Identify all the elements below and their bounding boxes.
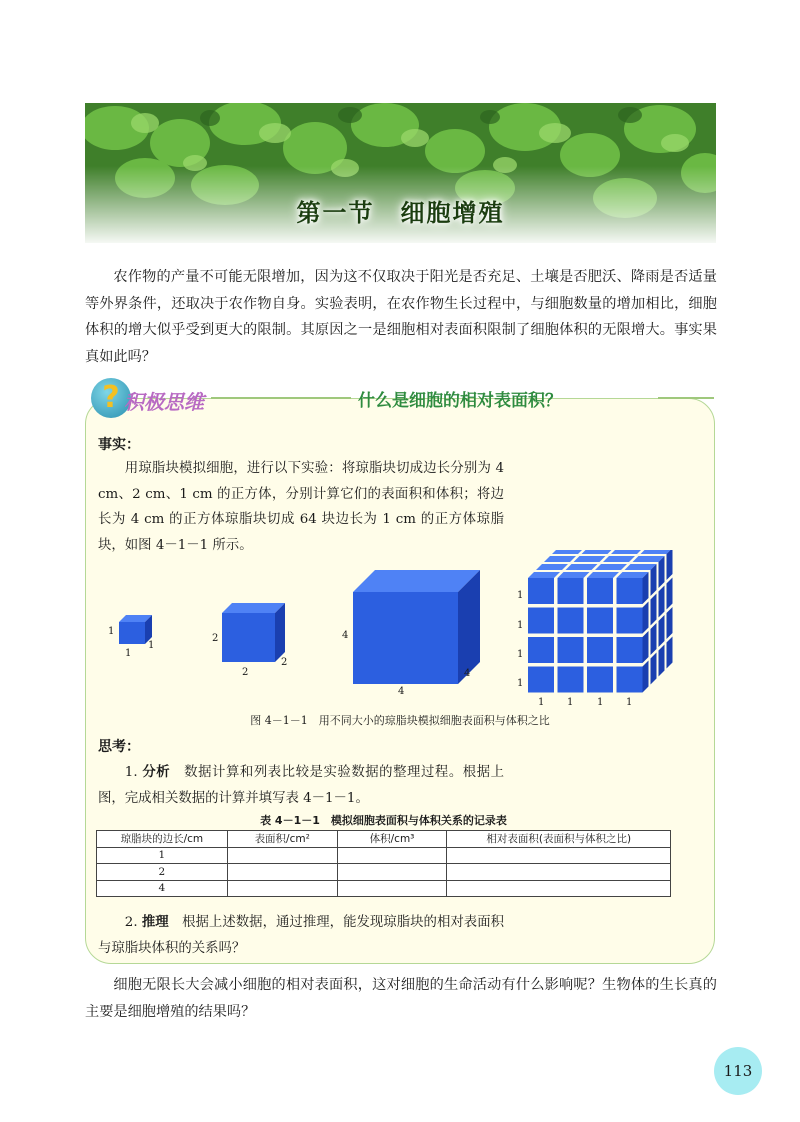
table-row bbox=[97, 880, 671, 897]
small-cube-face bbox=[587, 572, 619, 578]
split-cube-label-col2: 1 bbox=[567, 697, 574, 708]
small-cube-face bbox=[558, 608, 584, 634]
small-cube-face bbox=[667, 637, 673, 669]
small-cube-face bbox=[566, 564, 598, 570]
question-mark-icon: ? bbox=[91, 378, 131, 418]
cube-2cm bbox=[222, 603, 285, 662]
question-1 bbox=[98, 760, 504, 811]
table-cell bbox=[337, 847, 447, 864]
small-cube-face bbox=[558, 637, 584, 663]
small-cube-face bbox=[587, 608, 613, 634]
small-cube-face bbox=[595, 564, 627, 570]
large-cube-label-height: 4 bbox=[342, 630, 349, 641]
split-cube-label-col1: 1 bbox=[538, 697, 545, 708]
question-2 bbox=[98, 910, 504, 961]
table-cell bbox=[227, 864, 337, 881]
table-cell: 1 bbox=[97, 847, 228, 864]
small-cube-face bbox=[574, 556, 606, 562]
small-cube-face bbox=[558, 578, 584, 604]
table-cell bbox=[447, 880, 671, 897]
question-2-number: 2. bbox=[124, 915, 138, 930]
mid-cube-label-height: 2 bbox=[212, 633, 219, 644]
small-cube-face bbox=[582, 550, 614, 554]
small-cube-label-width: 1 bbox=[125, 648, 132, 659]
record-table bbox=[96, 830, 671, 897]
large-cube-label-depth: 4 bbox=[464, 668, 471, 679]
table-header-cell: 表面积/cm² bbox=[227, 831, 337, 848]
header-divider-left bbox=[211, 397, 351, 399]
small-cube-face bbox=[651, 623, 657, 655]
small-cube-face bbox=[528, 667, 554, 693]
question-1-heading: 分析 bbox=[142, 765, 171, 780]
table-header-cell: 体积/cm³ bbox=[337, 831, 447, 848]
small-cube-face bbox=[617, 578, 643, 604]
large-cube-label-width: 4 bbox=[398, 686, 405, 697]
small-cube-face bbox=[536, 564, 568, 570]
small-cube-face bbox=[659, 645, 665, 677]
intro-paragraph: 农作物的产量不可能无限增加，因为这不仅取决于阳光是否充足、土壤是否肥沃、降雨是否适量等外界条件，还取决于农作物自身。实验表明，在农作物生长过程中，与细胞数量的增加相比，细胞体积的增大似乎受到更大的限制。其原因之一是细胞相对表面积限制了细胞体积的无限增大。事实果真如此吗？ bbox=[85, 269, 717, 365]
small-cube-face bbox=[643, 661, 649, 693]
split-cube-label-col3: 1 bbox=[597, 697, 604, 708]
chapter-banner bbox=[85, 103, 716, 243]
mid-cube-label-depth: 2 bbox=[281, 657, 288, 668]
small-cube-face bbox=[667, 578, 673, 610]
outro-paragraph: 细胞无限长大会减小细胞的相对表面积，这对细胞的生命活动有什么影响呢？生物体的生长真的主要是细胞增殖的结果吗？ bbox=[85, 977, 717, 1020]
small-cube-face bbox=[587, 578, 613, 604]
split-cube-label-col4: 1 bbox=[626, 697, 633, 708]
small-cube-face bbox=[528, 572, 560, 578]
small-cube-face bbox=[659, 615, 665, 647]
small-cube-face bbox=[528, 637, 554, 663]
small-cube-label-height: 1 bbox=[108, 626, 115, 637]
table-header-cell: 相对表面积(表面积与体积之比) bbox=[447, 831, 671, 848]
split-cube-label-row4: 1 bbox=[517, 678, 524, 689]
small-cube-face bbox=[558, 667, 584, 693]
table-row bbox=[97, 864, 671, 881]
table-title: 表 4－1－1 模拟细胞表面积与体积关系的记录表 bbox=[260, 814, 507, 827]
thinking-question: 什么是细胞的相对表面积？ bbox=[358, 391, 562, 411]
small-cube-face bbox=[544, 556, 576, 562]
table-cell: 2 bbox=[97, 864, 228, 881]
header-divider-right bbox=[658, 397, 714, 399]
table-row bbox=[97, 847, 671, 864]
split-cube-label-row2: 1 bbox=[517, 620, 524, 631]
small-cube-face bbox=[587, 637, 613, 663]
small-cube-label-depth: 1 bbox=[148, 640, 155, 651]
fact-text: 用琼脂块模拟细胞，进行以下实验：将琼脂块切成边长分别为 4 cm、2 cm、1 cm 的正方体，分别计算它们的表面积和体积；将边长为 4 cm 的正方体琼脂块切成 64 块边长为 1 cm 的正方体琼脂块，如图 4－1－1 所示。 bbox=[98, 461, 504, 553]
question-2-heading: 推理 bbox=[141, 915, 169, 930]
table-cell bbox=[447, 864, 671, 881]
table-cell bbox=[337, 880, 447, 897]
table-cell bbox=[337, 864, 447, 881]
thinking-label: 积极思维 bbox=[124, 390, 204, 414]
small-cube-face bbox=[552, 550, 584, 554]
split-cube-label-row1: 1 bbox=[517, 590, 524, 601]
page-number: 113 bbox=[714, 1047, 762, 1095]
fact-label: 事实： bbox=[98, 437, 140, 453]
small-cube-face bbox=[651, 594, 657, 626]
cube-4cm-split-64 bbox=[528, 550, 673, 693]
small-cube-face bbox=[587, 667, 613, 693]
table-cell bbox=[227, 880, 337, 897]
section-title: 第一节 细胞增殖 bbox=[296, 199, 505, 227]
small-cube-face bbox=[659, 586, 665, 618]
small-cube-face bbox=[611, 550, 643, 554]
question-1-text: 数据计算和列表比较是实验数据的整理过程。根据上图，完成相关数据的计算并填写表 4－1－1。 bbox=[98, 765, 505, 806]
thinking-box-header bbox=[86, 378, 722, 418]
small-cube-face bbox=[603, 556, 635, 562]
small-cube-face bbox=[528, 608, 554, 634]
table-cell: 4 bbox=[97, 880, 228, 897]
split-cube-label-row3: 1 bbox=[517, 649, 524, 660]
table-cell bbox=[227, 847, 337, 864]
small-cube-face bbox=[558, 572, 590, 578]
small-cube-face bbox=[528, 578, 554, 604]
figure-caption: 图 4－1－1 用不同大小的琼脂块模拟细胞表面积与体积之比 bbox=[250, 714, 550, 727]
small-cube-face bbox=[643, 602, 649, 634]
small-cube-face bbox=[651, 653, 657, 685]
small-cube-face bbox=[617, 637, 643, 663]
small-cube-face bbox=[617, 667, 643, 693]
question-1-number: 1. bbox=[124, 765, 138, 780]
small-cube-face bbox=[667, 607, 673, 639]
question-2-text: 根据上述数据，通过推理，能发现琼脂块的相对表面积与琼脂块体积的关系吗？ bbox=[98, 915, 505, 956]
table-header-row bbox=[97, 831, 671, 848]
table-header-cell: 琼脂块的边长/cm bbox=[97, 831, 228, 848]
cube-4cm bbox=[353, 570, 480, 684]
small-cube-face bbox=[643, 631, 649, 663]
small-cube-face bbox=[617, 608, 643, 634]
mid-cube-label-width: 2 bbox=[242, 667, 249, 678]
think-label: 思考： bbox=[98, 739, 140, 755]
small-cube-face bbox=[667, 550, 673, 580]
table-cell bbox=[447, 847, 671, 864]
